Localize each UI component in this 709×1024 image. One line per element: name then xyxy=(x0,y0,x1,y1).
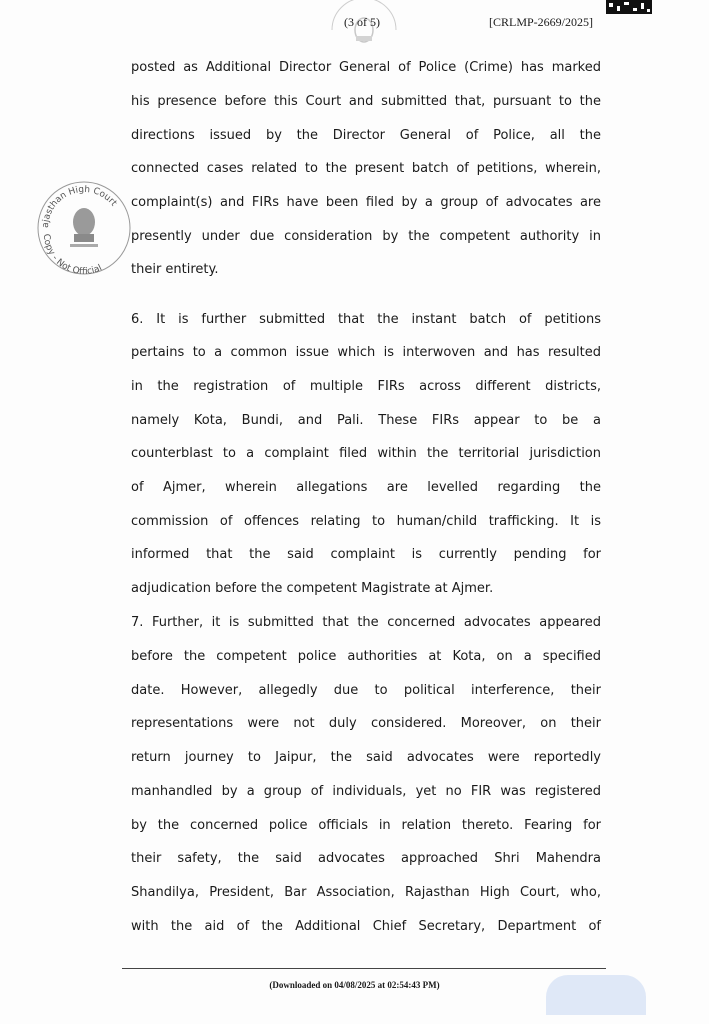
text-line: 7. Further, it is submitted that the concerned advocates appeared xyxy=(131,615,601,630)
text-line: his presence before this Court and submitted that, pursuant to the xyxy=(131,94,601,109)
text-line: representations were not duly considered. Moreover, on their xyxy=(131,716,601,731)
text-line: namely Kota, Bundi, and Pali. These FIRs appear to be a xyxy=(131,413,601,428)
seal-top-text: ajasthan High Court xyxy=(40,184,119,229)
text-line: their entirety. xyxy=(131,262,219,277)
text-line: posted as Additional Director General of Police (Crime) has marked xyxy=(131,60,601,75)
qr-code-icon xyxy=(606,0,652,14)
text-line: manhandled by a group of individuals, yet no FIR was registered xyxy=(131,784,601,799)
text-line: informed that the said complaint is currently pending for xyxy=(131,547,601,562)
text-line: of Ajmer, wherein allegations are levelled regarding the xyxy=(131,480,601,495)
text-line: before the competent police authorities at Kota, on a specified xyxy=(131,649,601,664)
text-line: in the registration of multiple FIRs across different districts, xyxy=(131,379,601,394)
text-line: presently under due consideration by the competent authority in xyxy=(131,229,601,244)
floating-overlay-shape xyxy=(546,975,646,1015)
text-line: counterblast to a complaint filed within the territorial jurisdiction xyxy=(131,446,601,461)
text-line: by the concerned police officials in relation thereto. Fearing for xyxy=(131,818,601,833)
download-timestamp: (Downloaded on 04/08/2025 at 02:54:43 PM) xyxy=(269,980,440,990)
text-line: connected cases related to the present batch of petitions, wherein, xyxy=(131,161,601,176)
text-line: return journey to Jaipur, the said advocates were reportedly xyxy=(131,750,601,765)
text-line: 6. It is further submitted that the instant batch of petitions xyxy=(131,312,601,327)
text-line: their safety, the said advocates approached Shri Mahendra xyxy=(131,851,601,866)
text-line: complaint(s) and FIRs have been filed by a group of advocates are xyxy=(131,195,601,210)
text-line: Shandilya, President, Bar Association, Rajasthan High Court, who, xyxy=(131,885,601,900)
page-number-label: (3 of 5) xyxy=(344,15,380,29)
text-line: adjudication before the competent Magistrate at Ajmer. xyxy=(131,581,494,596)
svg-text:Copy - Not Official xyxy=(41,233,104,277)
text-line: date. However, allegedly due to political interference, their xyxy=(131,683,601,698)
case-number-label: [CRLMP-2669/2025] xyxy=(489,15,594,29)
footer-divider xyxy=(122,968,606,969)
text-line: with the aid of the Additional Chief Secretary, Department of xyxy=(131,919,601,934)
text-line: pertains to a common issue which is interwoven and has resulted xyxy=(131,345,601,360)
text-line: commission of offences relating to human/child trafficking. It is xyxy=(131,514,601,529)
high-court-seal-icon xyxy=(34,178,134,278)
text-line: directions issued by the Director General of Police, all the xyxy=(131,128,601,143)
seal-bottom-text: Copy - Not Official xyxy=(40,233,104,278)
